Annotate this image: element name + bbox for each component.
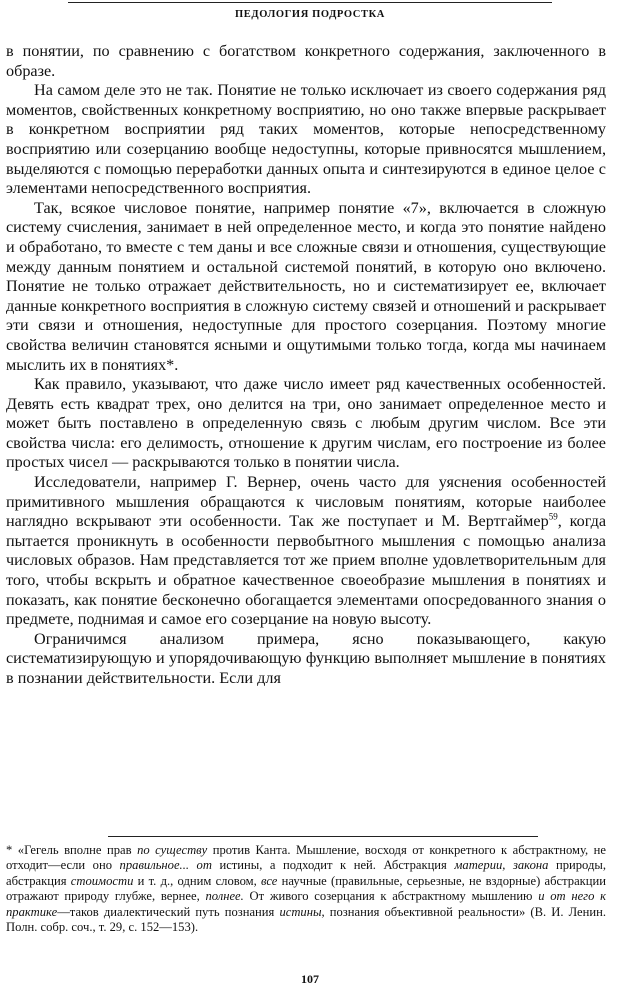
footnote-text: истины, а подходит к ней. Абстракция [211,858,455,873]
footnote-emphasis: стоимости [70,873,134,888]
reference-note-59: 59 [548,511,558,522]
footnote-text: и т. д., одним словом, [133,873,262,888]
footnote-text: природы, абстракция [6,858,606,888]
footnote-emphasis: по существу [137,843,208,857]
footnote-emphasis: все [261,873,278,888]
footnote-emphasis: истины, [279,904,325,919]
footnote-text: против Канта. Мышление, восходя от конкретного к абстрактному, не отходит—если оно [6,843,606,873]
footnote-text: От живого созерцания к абстрактному мышлению [243,889,539,904]
page-header [0,2,620,22]
paragraph-3: Так, всякое числовое понятие, например понятие «7», включается в сложную систему счисления, занимает в ней определенное место, и когда это понятие найдено и обработано, то вместе с тем даны и все сложные связи и отношения, существующие между данным понятием и остальной системой понятий, в которую оно включено. Понятие не только отражает действительность, но и систематизирует ее, включает данные конкретного восприятия в сложную систему связей и отношений и раскрывает эти связи и отношения, недоступные для простого созерцания. Поэтому многие свойства величин становятся ясными и ощутимыми только тогда, когда мы начинаем мыслить их в понятиях*. [6,198,606,374]
paragraph-1: в понятии, по сравнению с богатством конкретного содержания, заключенного в образе. [6,42,606,80]
running-head: ПЕДОЛОГИЯ ПОДРОСТКА [235,9,385,20]
paragraph-5-part-a: Исследователи, например Г. Вернер, очень часто для уяснения особенностей примитивного мышления обращаются к числовым понятиям, которые наиболее наглядно вскрывают эти особенности. Так же поступает и М. Вертгаймер [6,473,606,531]
footnote-emphasis: правильное... от [119,858,212,873]
paragraph-5-part-b: , когда пытается проникнуть в особенности первобытного мышления с помощью анализа числовых образов. Нам представляется тот же прием вполне удовлетворительным для того, чтобы вскрыть и обратное качественное своеобразие мышления в понятиях и показать, как понятие бесконечно обогащается элементами опосредованного знания о предмете, поднимая и самое его созерцание на новую высоту. [6,512,607,629]
header-rule [68,2,552,3]
footnote [6,843,606,935]
body-text [6,42,606,689]
footnote-text: —таков диалектический путь познания [57,904,280,919]
paragraph-4: Как правило, указывают, что даже число имеет ряд качественных особенностей. Девять есть квадрат трех, оно делится на три, оно занимает определенное место и может быть поставлено в определенную связь с любым другим числом. Все эти свойства числа: его делимость, отношение к другим числам, его построение из более простых чисел — раскрываются только в понятии числа. [6,375,606,472]
footnote-text: научные (правильные, серьезные, не вздорные) абстракции отражают природу глубже, вернее, [6,873,606,904]
footnote-emphasis: и от него к практике [6,889,606,919]
paragraph-2: На самом деле это не так. Понятие не только исключает из своего содержания ряд моментов, свойственных конкретному восприятию, но оно также впервые раскрывает в конкретном восприятии ряд таких моментов, которые непосредственному восприятию или созерцанию вообще недоступны, которые привносятся мышлением, выделяются с помощью переработки данных опыта и синтезируются в единое целое с элементами непосредственного восприятия. [6,81,606,198]
paragraph-5 [6,473,606,630]
page-number: 107 [301,972,319,986]
footnote-text: * «Гегель вполне прав [6,843,138,857]
footnote-emphasis: полнее. [205,889,244,904]
paragraph-6: Ограничимся анализом примера, ясно показывающего, какую систематизирующую и упорядочивающую функцию выполняет мышление в понятиях в познании действительности. Если для [6,629,606,687]
footnote-rule [108,836,538,837]
footnote-text: познания объективной реальности» (В. И. Ленин. Полн. собр. соч., т. 29, с. 152—153). [6,904,606,935]
footnote-emphasis: материи, закона [454,858,549,873]
